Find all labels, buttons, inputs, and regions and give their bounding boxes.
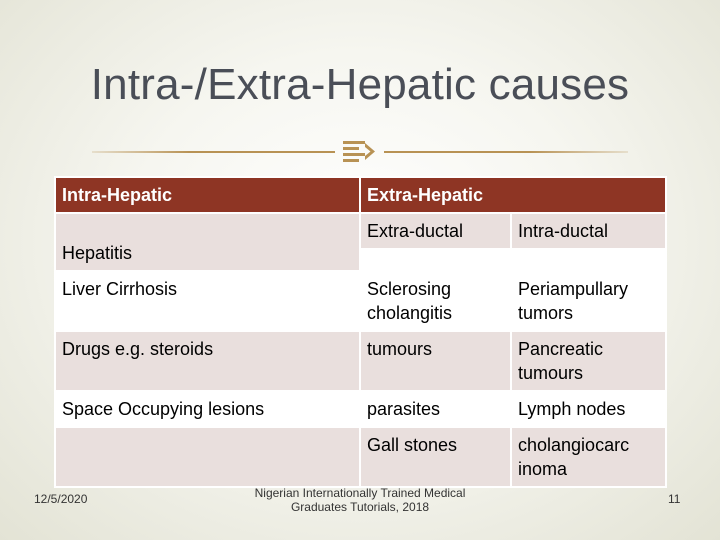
divider-line-left: [92, 151, 335, 153]
table-cell-extra-ductal: Gall stones: [360, 427, 511, 487]
footer-text: Nigerian Internationally Trained Medical Graduates Tutorials, 2018: [254, 486, 466, 514]
table-row: [55, 427, 666, 487]
slide-title: Intra-/Extra-Hepatic causes: [90, 60, 630, 109]
table-cell-intra-ductal: Periampullary tumors: [511, 271, 666, 331]
table-cell-intra-ductal: [511, 249, 666, 271]
subheader-intra-ductal: Intra-ductal: [511, 213, 666, 249]
slide-number: 11: [668, 492, 681, 506]
table-cell-extra-ductal: parasites: [360, 391, 511, 427]
header-intra-hepatic: Intra-Hepatic: [55, 177, 360, 213]
table-cell-intra: [55, 427, 360, 487]
table-cell-intra: Liver Cirrhosis: [55, 271, 360, 331]
table-subheader-row: [55, 213, 666, 249]
header-extra-hepatic: Extra-Hepatic: [360, 177, 666, 213]
table-cell-intra: Drugs e.g. steroids: [55, 331, 360, 391]
subheader-extra-ductal: Extra-ductal: [360, 213, 511, 249]
table-cell-extra-ductal: tumours: [360, 331, 511, 391]
causes-table: [54, 176, 667, 488]
table-row: [55, 331, 666, 391]
ornament-icon: [341, 138, 379, 166]
table-header-row: [55, 177, 666, 213]
table-row: [55, 271, 666, 331]
table-cell-intra: Space Occupying lesions: [55, 391, 360, 427]
table-cell-intra-ductal: Lymph nodes: [511, 391, 666, 427]
divider-line-right: [384, 151, 628, 153]
table-cell-extra-ductal: [360, 249, 511, 271]
table-cell-intra-ductal: Pancreatic tumours: [511, 331, 666, 391]
table-cell-intra: Hepatitis: [55, 213, 360, 271]
table-cell-extra-ductal: Sclerosing cholangitis: [360, 271, 511, 331]
table-row: [55, 391, 666, 427]
footer-date: 12/5/2020: [34, 492, 88, 506]
table-cell-intra-ductal: cholangiocarc inoma: [511, 427, 666, 487]
